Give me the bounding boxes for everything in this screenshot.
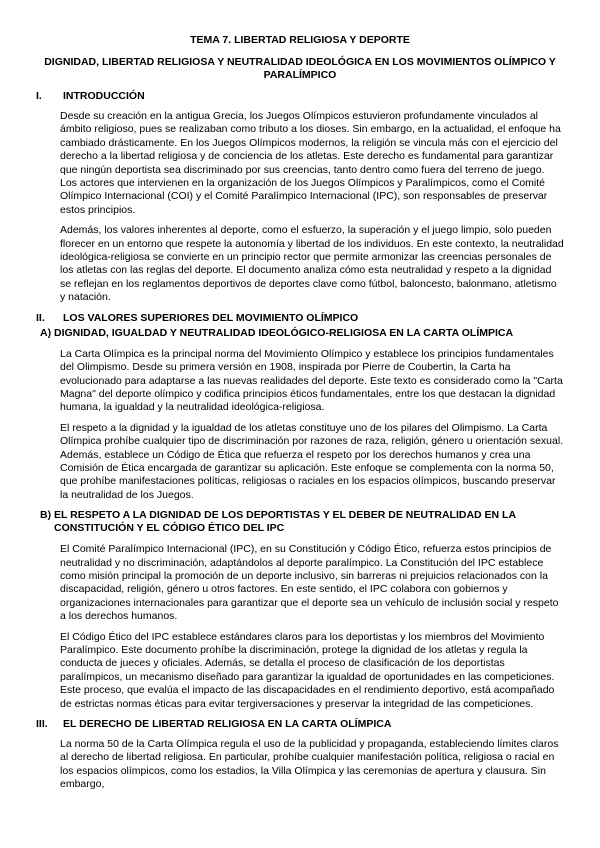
- section-2-number: II.: [36, 311, 45, 324]
- section-3-title: EL DERECHO DE LIBERTAD RELIGIOSA EN LA CARTA OLÍMPICA: [63, 718, 392, 731]
- section-2-title: LOS VALORES SUPERIORES DEL MOVIMIENTO OLÍMPICO: [63, 311, 359, 324]
- document-subtitle: DIGNIDAD, LIBERTAD RELIGIOSA Y NEUTRALIDAD IDEOLÓGICA EN LOS MOVIMIENTOS OLÍMPICO Y PARALÍMPICO: [44, 56, 556, 81]
- subsection-a-letter: A): [40, 326, 52, 339]
- subsection-b-title: EL RESPETO A LA DIGNIDAD DE LOS DEPORTISTAS Y EL DEBER DE NEUTRALIDAD EN LA CONSTITUCIÓN Y EL CÓDIGO ÉTICO DEL IPC: [54, 509, 516, 535]
- document-title: TEMA 7. LIBERTAD RELIGIOSA Y DEPORTE: [190, 34, 410, 46]
- section-1-number: I.: [36, 90, 42, 102]
- section-1-paragraph-2: Además, los valores inherentes al deporte, como el esfuerzo, la superación y el juego limpio, solo pueden florecer en un entorno que respete la autonomía y libertad de los individuos. En este contexto, la neutralidad ideológica-religiosa se convierte en un principio rector que permite armonizar las creencias personales de los atletas con las reglas del deporte. El documento analiza cómo esta neutralidad y respeto a la dignidad se reflejan en los reglamentos deportivos de deportes clave como fútbol, baloncesto, balonmano, atletismo y natación.: [60, 224, 564, 304]
- section-3-paragraph-1: La norma 50 de la Carta Olímpica regula el uso de la publicidad y propaganda, estableciendo límites claros al derecho de libertad religiosa. En particular, prohíbe cualquier manifestación política, religiosa o racial en los espacios olímpicos, como los estadios, la Villa Olímpica y las ceremonias de apertura y clausura. Sin embargo,: [60, 738, 559, 791]
- section-1-title: INTRODUCCIÓN: [63, 90, 145, 102]
- subsection-a-paragraph-1: La Carta Olímpica es la principal norma del Movimiento Olímpico y establece los principios fundamentales del Olimpismo. Desde su primera versión en 1908, inspirada por Pierre de Coubertin, la Carta ha evolucionado para adaptarse a las nuevas realidades del deporte. Este texto es considerado como la "Carta Magna" del deporte olímpico y codifica principios éticos fundamentales, entre los que destacan la dignidad humana, la igualdad y la neutralidad ideológica-religiosa.: [60, 347, 563, 414]
- section-1-heading: [36, 90, 564, 103]
- subsection-a-title: DIGNIDAD, IGUALDAD Y NEUTRALIDAD IDEOLÓGICO-RELIGIOSA EN LA CARTA OLÍMPICA: [54, 326, 514, 339]
- subsection-a-paragraph-2: El respeto a la dignidad y la igualdad de los atletas constituye uno de los pilares del Olimpismo. La Carta Olímpica prohíbe cualquier tipo de discriminación por razones de raza, religión, género u orientación sexual. Además, establece un Código de Ética que refuerza el respeto por los derechos humanos y crea una Comisión de Ética encargada de garantizar su aplicación. Este enfoque se complementa con la norma 50, que prohíbe manifestaciones políticas, religiosas o raciales en los espacios olímpicos, buscando preservar la neutralidad de los Juegos.: [60, 421, 564, 501]
- subsection-b-paragraph-1: El Comité Paralímpico Internacional (IPC), en su Constitución y Código Ético, refuerza estos principios de neutralidad y no discriminación, adaptándolos al deporte paralímpico. La Constitución del IPC establece como misión principal la promoción de un deporte inclusivo, sin barreras ni prejuicios relacionados con la discapacidad, religión, género u otros factores. En este sentido, el IPC colabora con gobiernos y organizaciones internacionales para garantizar que el deporte sea un vehículo de inclusión social y respeto a los derechos humanos.: [60, 543, 559, 623]
- section-2-heading: [36, 312, 564, 325]
- subsection-a-heading: [40, 327, 564, 340]
- section-1-paragraph-1: Desde su creación en la antigua Grecia, los Juegos Olímpicos estuvieron profundamente vinculados al ámbito religioso, pues se realizaban como tributo a los dioses. Sin embargo, en la actualidad, el enfoque ha cambiado drásticamente. En los Juegos Olímpicos modernos, la religión se vincula más con el ejercicio del derecho a la libertad religiosa y de conciencia de los atletas. Este derecho es fundamental para garantizar que ningún deportista sea discriminado por sus creencias, tanto dentro como fuera del terreno de juego. Los actores que intervienen en la organización de los Juegos Olímpicos y Paralímpicos, como el Comité Olímpico Internacional (COI) y el Comité Paralímpico Internacional (IPC), son responsables de preservar estos principios.: [60, 110, 561, 216]
- section-3-number: III.: [36, 718, 48, 731]
- subsection-b-heading: [40, 509, 564, 535]
- section-3-heading: [36, 718, 564, 731]
- subsection-b-letter: B): [40, 509, 52, 522]
- subsection-b-paragraph-2: El Código Ético del IPC establece estándares claros para los deportistas y los miembros del Movimiento Paralímpico. Este documento prohíbe la discriminación, protege la dignidad de los atletas y regula la conducta de jueces y oficiales. Además, se detalla el proceso de clasificación de los deportistas paralímpicos, un mecanismo diseñado para garantizar la igualdad de oportunidades en las competiciones. Este proceso, que evalúa el impacto de las discapacidades en el rendimiento deportivo, está acompañado de estrictas normas éticas para evitar tergiversaciones y preservar la integridad de las competiciones.: [60, 630, 555, 710]
